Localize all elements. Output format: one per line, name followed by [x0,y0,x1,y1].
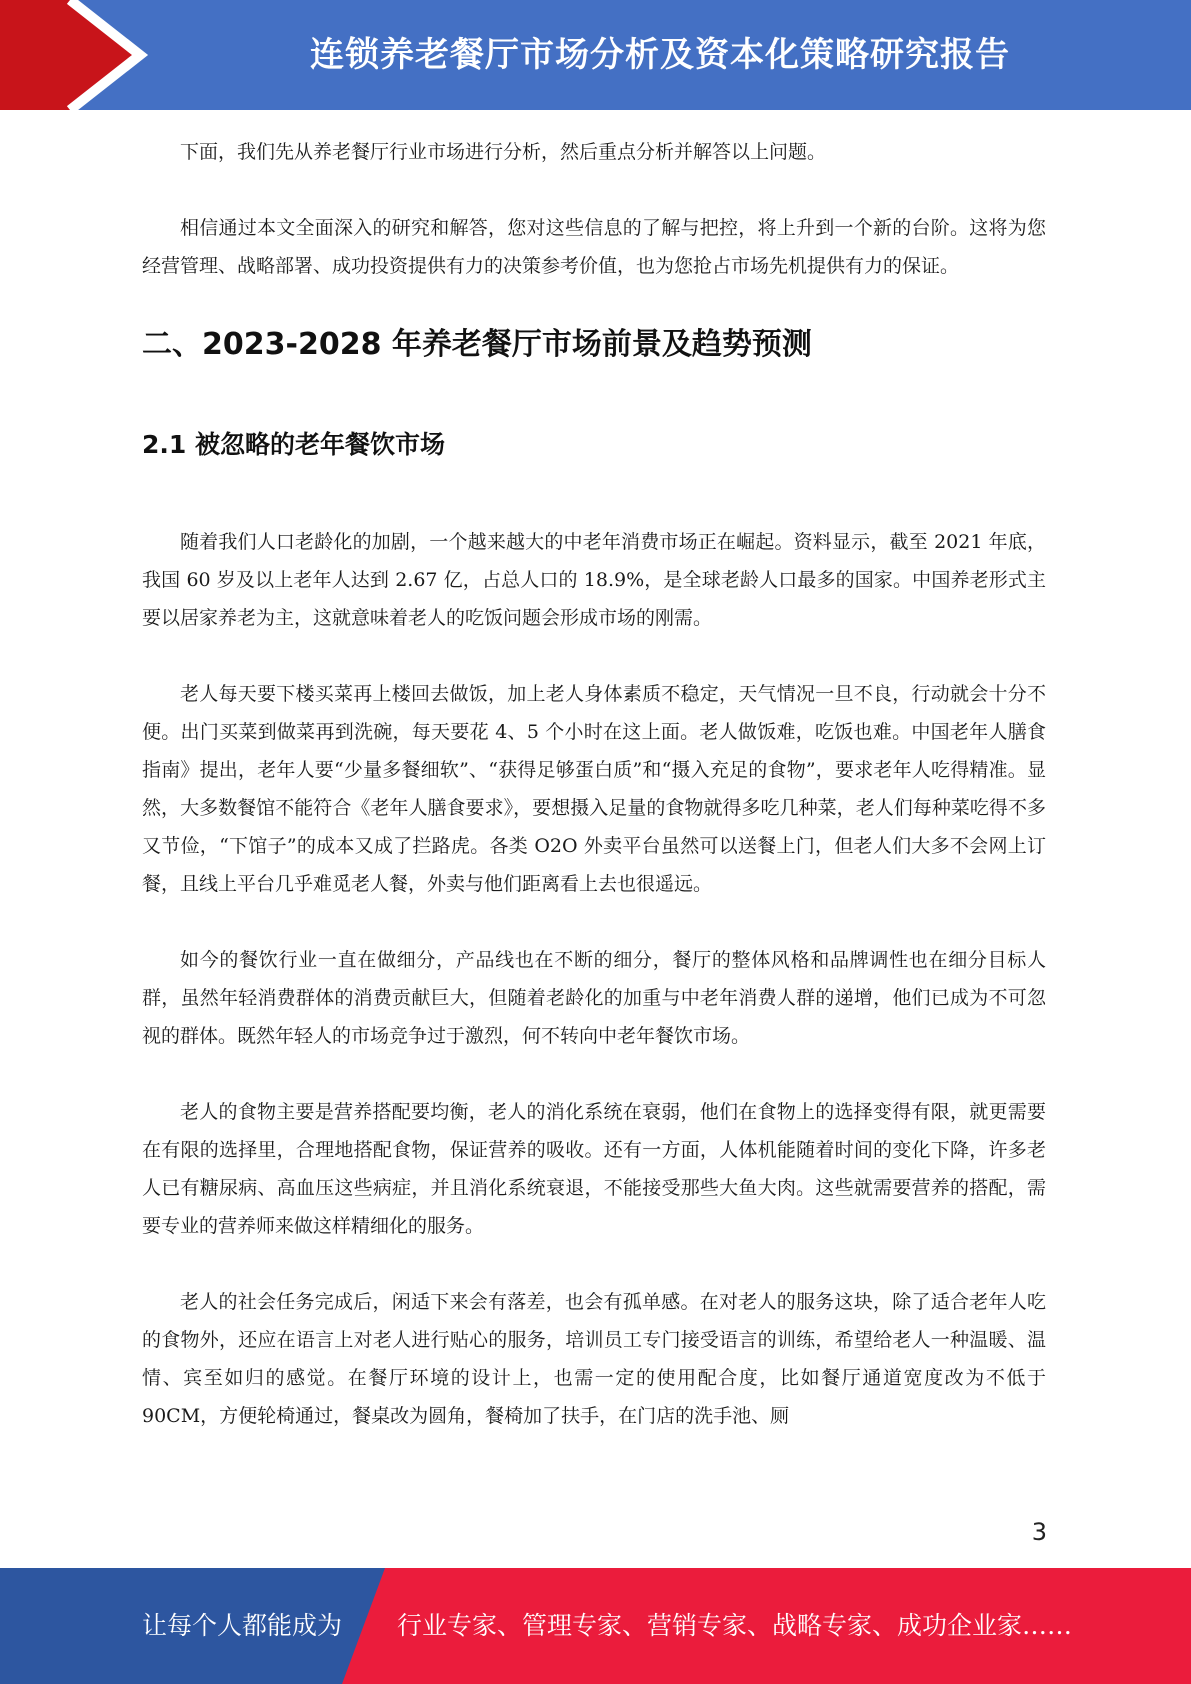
body-paragraph-5: 老人的社会任务完成后，闲适下来会有落差，也会有孤单感。在对老人的服务这块，除了适合老年人吃的食物外，还应在语言上对老人进行贴心的服务，培训员工专门接受语言的训练，希望给老人一种温暖、温情、宾至如归的感觉。在餐厅环境的设计上，也需一定的使用配合度，比如餐厅通道宽度改为不低于 90CM，方便轮椅通过，餐桌改为圆角，餐椅加了扶手，在门店的洗手池、厕 [142,1291,1046,1427]
page-content [142,133,1046,1435]
page-header [0,0,1191,110]
body-paragraph-1: 随着我们人口老龄化的加剧，一个越来越大的中老年消费市场正在崛起。资料显示，截至 2021 年底，我国 60 岁及以上老年人达到 2.67 亿，占总人口的 18.9%，是全球老龄人口最多的国家。中国养老形式主要以居家养老为主，这就意味着老人的吃饭问题会形成市场的刚需。 [142,531,1046,629]
body-paragraph-4: 老人的食物主要是营养搭配要均衡，老人的消化系统在衰弱，他们在食物上的选择变得有限，就更需要在有限的选择里，合理地搭配食物，保证营养的吸收。还有一方面，人体机能随着时间的变化下降，许多老人已有糖尿病、高血压这些病症，并且消化系统衰退，不能接受那些大鱼大肉。这些就需要营养的搭配，需要专业的营养师来做这样精细化的服务。 [142,1101,1046,1237]
subsection-heading: 2.1 被忽略的老年餐饮市场 [142,430,445,459]
intro-paragraph-1: 下面，我们先从养老餐厅行业市场进行分析，然后重点分析并解答以上问题。 [180,141,827,163]
footer-slogan-right: 行业专家、管理专家、营销专家、战略专家、成功企业家…… [397,1611,1073,1640]
page-number: 3 [1031,1518,1047,1546]
section-heading: 二、2023-2028 年养老餐厅市场前景及趋势预测 [142,327,812,362]
body-paragraph-3: 如今的餐饮行业一直在做细分，产品线也在不断的细分，餐厅的整体风格和品牌调性也在细分目标人群，虽然年轻消费群体的消费贡献巨大，但随着老龄化的加重与中老年消费人群的递增，他们已成为不可忽视的群体。既然年轻人的市场竞争过于激烈，何不转向中老年餐饮市场。 [142,949,1046,1047]
body-paragraph-2: 老人每天要下楼买菜再上楼回去做饭，加上老人身体素质不稳定，天气情况一旦不良，行动就会十分不便。出门买菜到做菜再到洗碗，每天要花 4、5 个小时在这上面。老人做饭难，吃饭也难。中国老年人膳食指南》提出，老年人要“少量多餐细软”、“获得足够蛋白质”和“摄入充足的食物”，要求老年人吃得精准。显然，大多数餐馆不能符合《老年人膳食要求》，要想摄入足量的食物就得多吃几种菜，老人们每种菜吃得不多又节俭，“下馆子”的成本又成了拦路虎。各类 O2O 外卖平台虽然可以送餐上门，但老人们大多不会网上订餐，且线上平台几乎难觅老人餐，外卖与他们距离看上去也很遥远。 [142,683,1046,895]
intro-paragraph-2: 相信通过本文全面深入的研究和解答，您对这些信息的了解与把控，将上升到一个新的台阶。这将为您经营管理、战略部署、成功投资提供有力的决策参考价值，也为您抢占市场先机提供有力的保证。 [142,217,1046,277]
document-title: 连锁养老餐厅市场分析及资本化策略研究报告 [310,35,1010,75]
page-footer [0,1568,1191,1684]
footer-slogan-left: 让每个人都能成为 [142,1611,343,1640]
